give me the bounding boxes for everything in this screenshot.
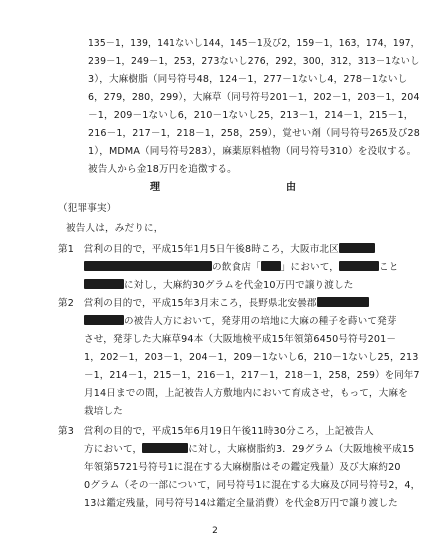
text-segment: に対し，大麻樹脂約3．29グラム（大阪地検平成15 xyxy=(188,444,415,455)
text-line: －1，214－1，215－1，216－1，217－1，218－1，258，259）を同年7 xyxy=(84,370,420,381)
text-line: 13は鑑定残量，同号符号14は鑑定全量消費）を代金8万円で譲り渡した xyxy=(84,498,398,509)
count-3-line xyxy=(84,443,414,457)
text-line: 216－1，217－1，218－1，258，259），覚せい剤（同号符号265及び28 xyxy=(88,128,420,139)
text-segment: 第2 営利の目的で，平成15年3月末ころ，長野県北安曇郡 xyxy=(58,298,317,309)
text-line: 1），MDMA（同号符号283），麻薬原料植物（同号符号310）を没収する。 xyxy=(88,146,417,157)
text-segment: に対し，大麻約30グラムを代金10万円で譲り渡した xyxy=(124,280,354,291)
section-title-right: 由 xyxy=(286,182,296,193)
count-1-line xyxy=(84,261,399,275)
redaction-block xyxy=(142,443,188,453)
text-line: 被告人から金18万円を追徴する。 xyxy=(88,164,237,175)
text-line: 3），大麻樹脂（同号符号48，124－1，277－1ないし4，278－1ないし xyxy=(88,74,408,85)
text-line: 135－1，139，141ないし144，145－1及び2，159－1，163，174，197， xyxy=(88,38,420,49)
text-line: 第3 営利の目的で，平成15年6月19日午後11時30分ころ，上記被告人 xyxy=(58,426,374,437)
redaction-block xyxy=(84,261,212,271)
text-segment: の飲食店「 xyxy=(212,262,261,273)
page-number: 2 xyxy=(212,526,218,536)
count-1-line xyxy=(84,279,354,293)
count-2-line xyxy=(58,297,369,311)
redaction-block xyxy=(261,261,281,271)
text-segment: 第1 営利の目的で，平成15年1月5日午後8時ころ，大阪市北区 xyxy=(58,244,339,255)
redaction-block xyxy=(339,243,375,253)
text-line: 239－1，249－1，253，273ないし276，292，300，312，313－1ないし xyxy=(88,56,420,67)
redaction-block xyxy=(84,279,124,289)
text-line: 6，279，280，299），大麻草（同号符号201－1，202－1，203－1，204 xyxy=(88,92,420,103)
text-line: 1，202－1，203－1，204－1，209－1ないし6，210－1ないし25，213 xyxy=(84,352,419,363)
redaction-block xyxy=(84,315,124,325)
text-line: 栽培した xyxy=(84,406,123,417)
text-segment: の被告人方において，発芽用の培地に大麻の種子を蒔いて発芽 xyxy=(124,316,397,327)
section-title-left: 理 xyxy=(150,182,160,193)
section-heading: （犯罪事実） xyxy=(58,203,117,214)
text-segment: こと xyxy=(379,262,399,273)
text-line: －1，209－1ないし6，210－1ないし25，213－1，214－1，215－1， xyxy=(88,110,414,121)
text-line: させ，発芽した大麻草94本（大阪地検平成15年領第6450号符号201－ xyxy=(84,334,397,345)
text-segment: 」において， xyxy=(280,262,339,273)
count-2-line xyxy=(84,315,397,329)
redaction-block xyxy=(317,297,369,307)
count-1-line xyxy=(58,243,375,257)
text-segment: 方において， xyxy=(84,444,143,455)
text-line: 0グラム（その一部について，同号符号1に混在する大麻及び同号符号2，4， xyxy=(84,480,421,491)
redaction-block xyxy=(339,261,379,271)
text-line: 月14日までの間，上記被告人方敷地内において育成させ，もって，大麻を xyxy=(84,388,408,399)
text-line: 年領第5721号符号1に混在する大麻樹脂はその鑑定残量）及び大麻約20 xyxy=(84,462,401,473)
text-line: 被告人は，みだりに， xyxy=(66,223,164,234)
